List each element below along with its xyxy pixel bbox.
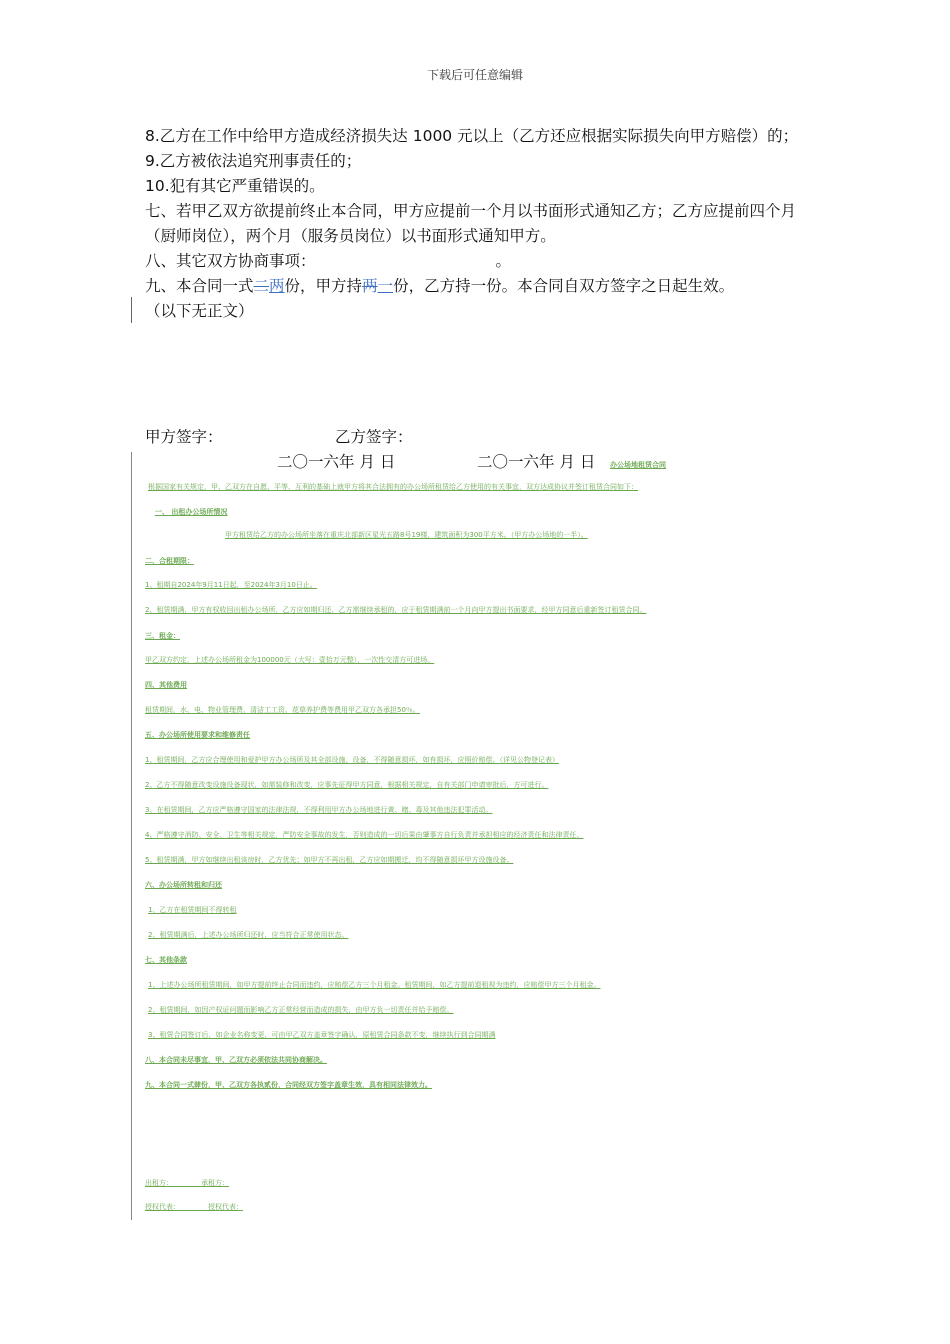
inserted-line: 四、其他费用 bbox=[145, 681, 187, 689]
inserted-line: 1、租期自2024年9月11日起，至2024年3月10日止。 bbox=[145, 581, 317, 589]
party-b-signature: 乙方签字： bbox=[335, 428, 413, 446]
clause-eight-text: 八、其它双方协商事项： bbox=[145, 252, 316, 270]
inserted-line: 2、租赁期满，甲方有权收回出租办公场所，乙方应如期归还，乙方需继续承租的，应于租赁期满前一个月向甲方提出书面要求，经甲方同意后重新签订租赁合同。 bbox=[145, 606, 647, 614]
party-a-signature: 甲方签字： bbox=[145, 428, 223, 446]
revision-deleted: 二 bbox=[253, 277, 270, 295]
inserted-line: 六、办公场所转租和归还 bbox=[145, 881, 222, 889]
inserted-line: 甲方租赁给乙方的办公场所坐落在重庆北部新区星光五路8号19楼，建筑面积为300平方米。（甲方办公场地的一半）。 bbox=[225, 531, 588, 539]
inserted-sig-1: 出租方：________承租方： bbox=[145, 1179, 229, 1187]
end-note: （以下无正文） bbox=[145, 302, 254, 320]
date-b: 二〇一六年 月 日 bbox=[477, 453, 596, 471]
inserted-line: 1、租赁期间，乙方应合理使用和爱护甲方办公场所及其全部设施、设备，不得随意损坏，如有损坏，应照价赔偿。（详见公物登记表） bbox=[145, 756, 559, 764]
clause-seven: 七、若甲乙双方欲提前终止本合同，甲方应提前一个月以书面形式通知乙方；乙方应提前四个月（厨师岗位），两个月（服务员岗位）以书面形式通知甲方。 bbox=[145, 202, 797, 245]
clause-nine-pre: 九、本合同一式 bbox=[145, 277, 254, 295]
clause-eight-end: 。 bbox=[495, 252, 512, 270]
clause-nine bbox=[145, 274, 815, 299]
inserted-line: 2、租赁期间，如因产权证问题而影响乙方正常经营而造成的损失，由甲方负一切责任并给予赔偿。 bbox=[148, 1006, 454, 1014]
date-row bbox=[277, 450, 595, 472]
inserted-title: 办公场地租赁合同 bbox=[610, 461, 666, 469]
revision-inserted-2: 一 bbox=[377, 277, 394, 295]
inserted-line: 五、办公场所使用要求和维修责任 bbox=[145, 731, 250, 739]
clause-8: 8.乙方在工作中给甲方造成经济损失达 1000 元以上（乙方还应根据实际损失向甲方赔偿）的； bbox=[145, 127, 799, 145]
inserted-line: 租赁期间，水、电、物业管理费、清洁工工资、花草养护费等费用甲乙双方各承担50％。 bbox=[145, 706, 420, 714]
revision-deleted-2: 两 bbox=[362, 277, 378, 295]
inserted-line: 2、租赁期满后，上述办公场所归还时，应当符合正常使用状态。 bbox=[148, 931, 349, 939]
inserted-line: 甲乙双方约定，上述办公场所租金为100000元（大写：壹拾万元整），一次性交清方可进场。 bbox=[145, 656, 435, 664]
date-a: 二〇一六年 月 日 bbox=[277, 453, 396, 471]
inserted-line: 2、乙方不得随意改变设施设备现状，如需装修和改变，应事先征得甲方同意，根据相关规定，自有关部门申请审批后，方可进行。 bbox=[145, 781, 549, 789]
inserted-line: 二、合租期限： bbox=[145, 557, 194, 565]
clause-9: 9.乙方被依法追究刑事责任的； bbox=[145, 152, 362, 170]
inserted-line: 1、上述办公场所租赁期间，如甲方提前终止合同而违约，应赔偿乙方三个月租金。租赁期间，如乙方提前退租视为违约，应赔偿甲方三个月租金。 bbox=[148, 981, 601, 989]
inserted-line: 根据国家有关规定，甲、乙双方在自愿、平等、互利的基础上就甲方将其合法拥有的办公场所租赁给乙方使用的有关事宜，双方达成协议并签订租赁合同如下： bbox=[148, 483, 638, 491]
clause-nine-mid: 份，甲方持 bbox=[284, 277, 363, 295]
inserted-line: 4、严格遵守消防、安全、卫生等相关规定，严防安全事故的发生，否则造成的一切后果由肇事方自行负责并承担相应的经济责任和法律责任。 bbox=[145, 831, 584, 839]
inserted-line: 一、 出租办公场所情况 bbox=[155, 508, 228, 516]
inserted-line: 七、其他条款 bbox=[145, 956, 187, 964]
inserted-line: 3、租赁合同签订后，如企业名称变更，可由甲乙双方盖章签字确认，原租赁合同条款不变，继续执行到合同期满 bbox=[148, 1031, 496, 1039]
inserted-sig-2: 授权代表：________授权代表： bbox=[145, 1203, 243, 1211]
revision-inserted: 两 bbox=[269, 277, 285, 295]
inserted-line: 5、租赁期满，甲方如继续出租该房时，乙方优先；如甲方不再出租，乙方应如期搬迁，均不得随意损坏甲方设施设备。 bbox=[145, 856, 514, 864]
clause-eight bbox=[145, 249, 815, 274]
inserted-line: 三、租金： bbox=[145, 632, 180, 640]
clause-10: 10.犯有其它严重错误的。 bbox=[145, 177, 325, 195]
inserted-line: 八、本合同未尽事宜，甲、乙双方必须依法共同协商解决。 bbox=[145, 1056, 327, 1064]
inserted-line: 九、本合同一式肆份，甲、乙双方各执贰份，合同经双方签字盖章生效，具有相同法律效力。 bbox=[145, 1081, 432, 1089]
clauses-block bbox=[145, 124, 815, 324]
inserted-line: 1、乙方在租赁期间不得转租 bbox=[148, 906, 237, 914]
header-note: 下载后可任意编辑 bbox=[426, 68, 523, 82]
change-bar bbox=[131, 297, 132, 323]
insert-change-bar bbox=[131, 452, 132, 1220]
clause-nine-post: 份，乙方持一份。本合同自双方签字之日起生效。 bbox=[393, 277, 735, 295]
inserted-line: 3、在租赁期间，乙方应严格遵守国家的法律法规，不得利用甲方办公场地进行黄、赌、毒及其他违法犯罪活动。 bbox=[145, 806, 493, 814]
signature-row bbox=[145, 425, 413, 447]
